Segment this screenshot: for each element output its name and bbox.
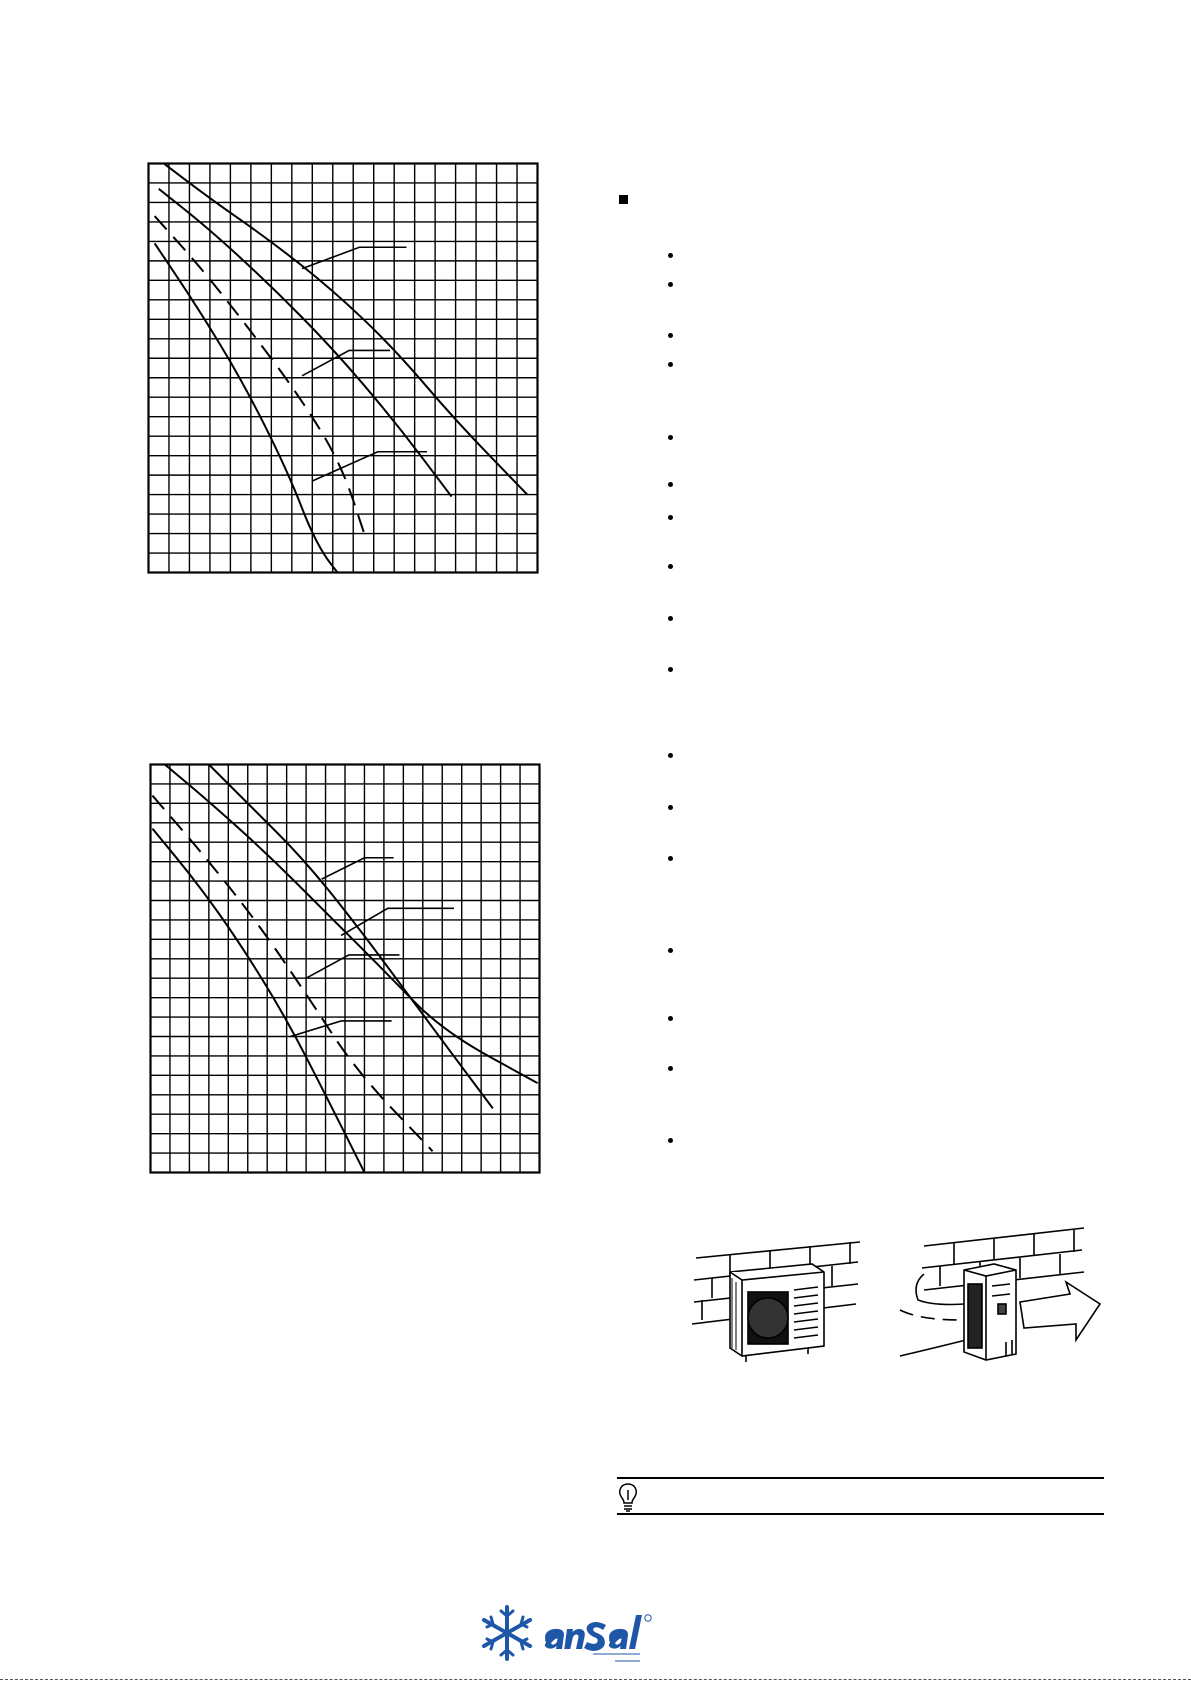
lower-chart-svg [149, 763, 541, 1174]
chart-frame [149, 164, 538, 573]
outdoor-unit-against-wall-illustration [690, 1238, 860, 1368]
registered-mark-icon [645, 1615, 651, 1621]
logo-tagline-lines [593, 1654, 640, 1661]
tip-top-rule [617, 1477, 1104, 1479]
section-square-bullet [619, 195, 628, 204]
arrow-right-icon [1020, 1282, 1100, 1340]
list-bullet [668, 435, 673, 440]
chart-grid [149, 164, 538, 573]
ansal-wordmark [545, 1615, 642, 1651]
list-bullet [668, 362, 673, 367]
list-bullet [668, 948, 673, 953]
list-bullet [668, 515, 673, 520]
chart-curve [159, 189, 452, 497]
list-bullet [668, 333, 673, 338]
chart-curve [155, 243, 345, 582]
list-bullet [668, 616, 673, 621]
outdoor-unit [730, 1264, 824, 1362]
chart-curve [159, 160, 528, 495]
upper-chart [147, 162, 539, 574]
chart-grid [151, 765, 540, 1173]
list-bullet [668, 1016, 673, 1021]
light-bulb-icon [617, 1482, 639, 1517]
list-bullet [668, 482, 673, 487]
upper-chart-svg [147, 162, 539, 574]
list-bullet [668, 253, 673, 258]
list-bullet [668, 805, 673, 810]
list-bullet [668, 856, 673, 861]
list-bullet [668, 282, 673, 287]
leader-line [341, 908, 454, 935]
list-bullet [668, 667, 673, 672]
snowflake-icon [484, 1607, 530, 1659]
tip-bottom-rule [617, 1513, 1104, 1515]
outdoor-unit [964, 1264, 1016, 1360]
outdoor-unit-airflow-illustration [894, 1224, 1109, 1369]
leader-line [302, 247, 406, 268]
list-bullet [668, 564, 673, 569]
ansal-logo [480, 1603, 670, 1670]
list-bullet [668, 1066, 673, 1071]
list-bullet [668, 1138, 673, 1143]
list-bullet [668, 753, 673, 758]
chart-curve-dashed [155, 216, 366, 537]
footer-dashed-rule [0, 1679, 1191, 1680]
lower-chart [149, 763, 541, 1174]
